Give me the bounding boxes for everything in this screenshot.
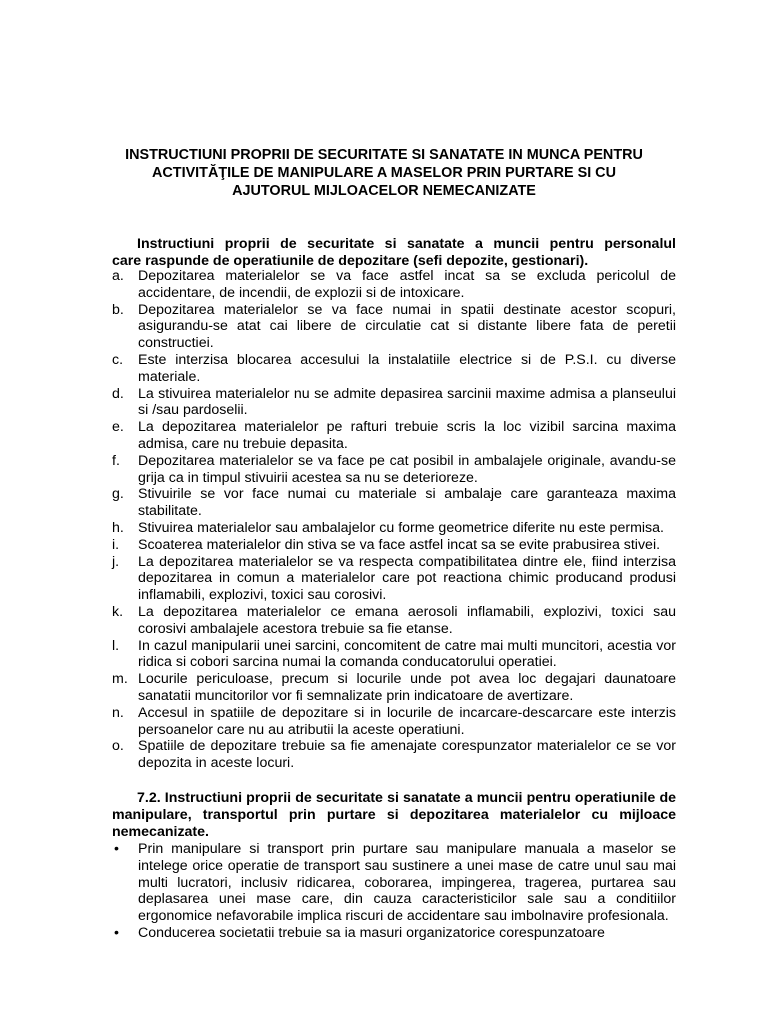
list-item-text: Locurile periculoase, precum si locurile unde pot avea loc degajari daunatoare sanatatii muncitorilor vor fi semnalizate prin indicatoare de avertizare.	[138, 671, 676, 704]
list-marker: o.	[112, 738, 124, 755]
list-item	[112, 554, 676, 604]
list-item-text: La stivuirea materialelor nu se admite depasirea sarcinii maxime admisa a planseului si /sau pardoselii.	[138, 385, 676, 419]
list-marker: i.	[112, 536, 120, 553]
intro-line-1: Instructiuni proprii de securitate si sanatate a muncii pentru personalul	[137, 236, 676, 252]
list-marker: f.	[112, 452, 120, 469]
list-item-text: Depozitarea materialelor se va face astfel incat sa se excluda pericolul de accidentare, de incendii, de explozii si de intoxicare.	[138, 268, 676, 301]
list-item-text: Este interzisa blocarea accesului la instalatiile electrice si de P.S.I. cu diverse materiale.	[138, 351, 676, 385]
bullet-icon: •	[114, 841, 119, 857]
list-item	[112, 486, 676, 520]
list-item-text: Depozitarea materialelor se va face pe cat posibil in ambalajele originale, avandu-se grija ca in timpul stivuirii acestea sa nu se deterioreze.	[138, 452, 676, 486]
list-item	[112, 302, 676, 352]
list-item	[112, 453, 676, 487]
bullet-item-text: Prin manipulare si transport prin purtare sau manipulare manuala a maselor se intelege orice operatie de transport sau sustinere a unei mase de catre unul sau mai multi lucratori, inclusiv ridicarea, coborarea, impingerea, tragerea, purtarea sau deplasarea unei mase care, din cauza caracteristicilor sale sau a conditiilor ergonomice nefavorabile implica riscuri de accidentare sau imbolnavire profesionala.	[138, 841, 676, 925]
list-item-text: Accesul in spatiile de depozitare si in locurile de incarcare-descarcare este interzis persoanelor care nu au atributii la aceste operatiuni.	[138, 704, 676, 738]
list-item-text: La depozitarea materialelor pe rafturi trebuie scris la loc vizibil sarcina maxima admisa, care nu trebuie depasita.	[138, 419, 676, 452]
list-marker: g.	[112, 486, 124, 503]
rules-list	[112, 268, 676, 772]
list-item	[112, 386, 676, 420]
list-marker: c.	[112, 351, 124, 368]
list-item-text: La depozitarea materialelor se va respecta compatibilitatea dintre ele, fiind interzisa depozitarea in comun a materialelor care pot reactiona chimic producand produsi inflamabili, explozivi, toxici sau corosivi.	[138, 553, 676, 604]
list-item-text: Stivuirile se vor face numai cu materiale si ambalaje care garanteaza maxima stabilitate.	[138, 486, 676, 520]
list-marker: h.	[112, 519, 124, 536]
title-line-1: INSTRUCTIUNI PROPRII DE SECURITATE SI SANATATE IN MUNCA PENTRU	[125, 147, 643, 163]
list-item	[112, 537, 676, 554]
list-marker: e.	[112, 419, 124, 436]
list-marker: k.	[112, 603, 124, 620]
document-title	[80, 146, 688, 200]
list-item	[112, 419, 676, 453]
list-item	[112, 352, 676, 386]
list-item-text: Depozitarea materialelor se va face numai in spatii destinate acestor scopuri, asigurandu-se atat cai libere de circulatie cat si distante libere fata de peretii constructiei.	[138, 301, 676, 352]
list-item-text: Spatiile de depozitare trebuie sa fie amenajate corespunzator materialelor ce se vor depozita in aceste locuri.	[138, 738, 676, 772]
list-marker: m.	[112, 671, 128, 688]
list-marker: j.	[112, 553, 120, 570]
list-item-text: Stivuirea materialelor sau ambalajelor cu forme geometrice diferite nu este permisa.	[138, 519, 664, 536]
list-marker: d.	[112, 385, 124, 402]
list-marker: l.	[112, 637, 120, 654]
list-item	[112, 268, 676, 302]
list-item-text: La depozitarea materialelor ce emana aerosoli inflamabili, explozivi, toxici sau corosivi ambalajele acestora trebuie sa fie etanse.	[138, 603, 676, 637]
bullet-icon: •	[114, 924, 119, 941]
list-item-text: Scoaterea materialelor din stiva se va face astfel incat sa se evite prabusirea stivei.	[138, 536, 661, 553]
section-heading	[112, 790, 676, 840]
list-item	[112, 705, 676, 739]
list-marker: b.	[112, 301, 124, 318]
title-line-2: ACTIVITĂŢILE DE MANIPULARE A MASELOR PRIN PURTARE SI CU	[152, 165, 616, 181]
bullet-item	[112, 841, 676, 925]
section-heading-text: 7.2. Instructiuni proprii de securitate si sanatate a muncii pentru operatiunile de manipulare, transportul prin purtare si depozitarea materialelor cu mijloace nemecanizate.	[112, 790, 676, 840]
title-line-3: AJUTORUL MIJLOACELOR NEMECANIZATE	[232, 183, 536, 199]
list-item	[112, 738, 676, 772]
intro-line-2: care raspunde de operatiunile de depozitare (sefi depozite, gestionari).	[112, 252, 589, 269]
list-item-text: In cazul manipularii unei sarcini, concomitent de catre mai multi muncitori, acestia vor ridica si cobori sarcina numai la comanda conducatorului operatiei.	[138, 637, 676, 671]
bullet-item-text: Conducerea societatii trebuie sa ia masuri organizatorice corespunzatoare	[138, 924, 605, 941]
list-marker: n.	[112, 704, 124, 721]
list-item	[112, 520, 676, 537]
list-item	[112, 638, 676, 672]
list-item	[112, 671, 676, 705]
list-item	[112, 604, 676, 638]
bullet-item	[112, 925, 676, 942]
intro-paragraph	[112, 236, 676, 270]
bullet-list	[112, 841, 676, 942]
list-marker: a.	[112, 268, 124, 284]
